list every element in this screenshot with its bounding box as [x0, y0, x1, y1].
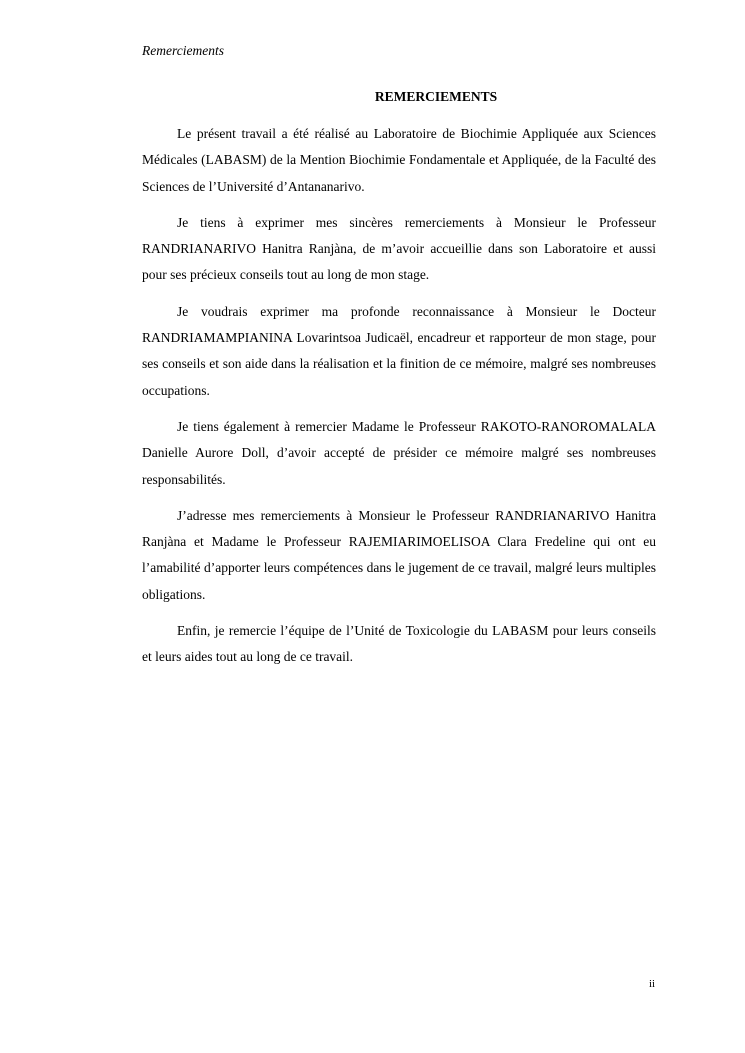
paragraph-president-thanks: Je tiens également à remercier Madame le Professeur RAKOTO-RANOROMALALA Danielle Aurore Doll, d’avoir accepté de présider ce mémoire malgré ses nombreuses responsabilités. — [142, 418, 656, 487]
paragraph-supervisor-thanks: Je voudrais exprimer ma profonde reconnaissance à Monsieur le Docteur RANDRIAMAMPIANINA Lovarintsoa Judicaël, encadreur et rapporteur de mon stage, pour ses conseils et son aide dans la réalisation et la finition de ce mémoire, malgré ses nombreuses occupations. — [142, 303, 656, 398]
running-header: Remerciements — [142, 43, 224, 58]
page-number: ii — [649, 978, 656, 990]
page-title: REMERCIEMENTS — [374, 89, 498, 104]
paragraph-team-thanks: Enfin, je remercie l’équipe de l’Unité de Toxicologie du LABASM pour leurs conseils et leurs aides tout au long de ce travail. — [142, 623, 656, 665]
acknowledgements-body — [142, 121, 656, 681]
paragraph-jury-thanks: J’adresse mes remerciements à Monsieur le Professeur RANDRIANARIVO Hanitra Ranjàna et Madame le Professeur RAJEMIARIMOELISOA Clara Fredeline qui ont eu l’amabilité d’apporter leurs compétences dans le jugement de ce travail, malgré leurs multiples obligations. — [142, 507, 656, 602]
paragraph-professor-thanks: Je tiens à exprimer mes sincères remerciements à Monsieur le Professeur RANDRIANARIVO Hanitra Ranjàna, de m’avoir accueillie dans son Laboratoire et aussi pour ses précieux conseils tout au long de mon stage. — [142, 214, 656, 283]
paragraph-laboratory: Le présent travail a été réalisé au Laboratoire de Biochimie Appliquée aux Sciences Médicales (LABASM) de la Mention Biochimie Fondamentale et Appliquée, de la Faculté des Sciences de l’Université d’Antananarivo. — [142, 126, 656, 194]
